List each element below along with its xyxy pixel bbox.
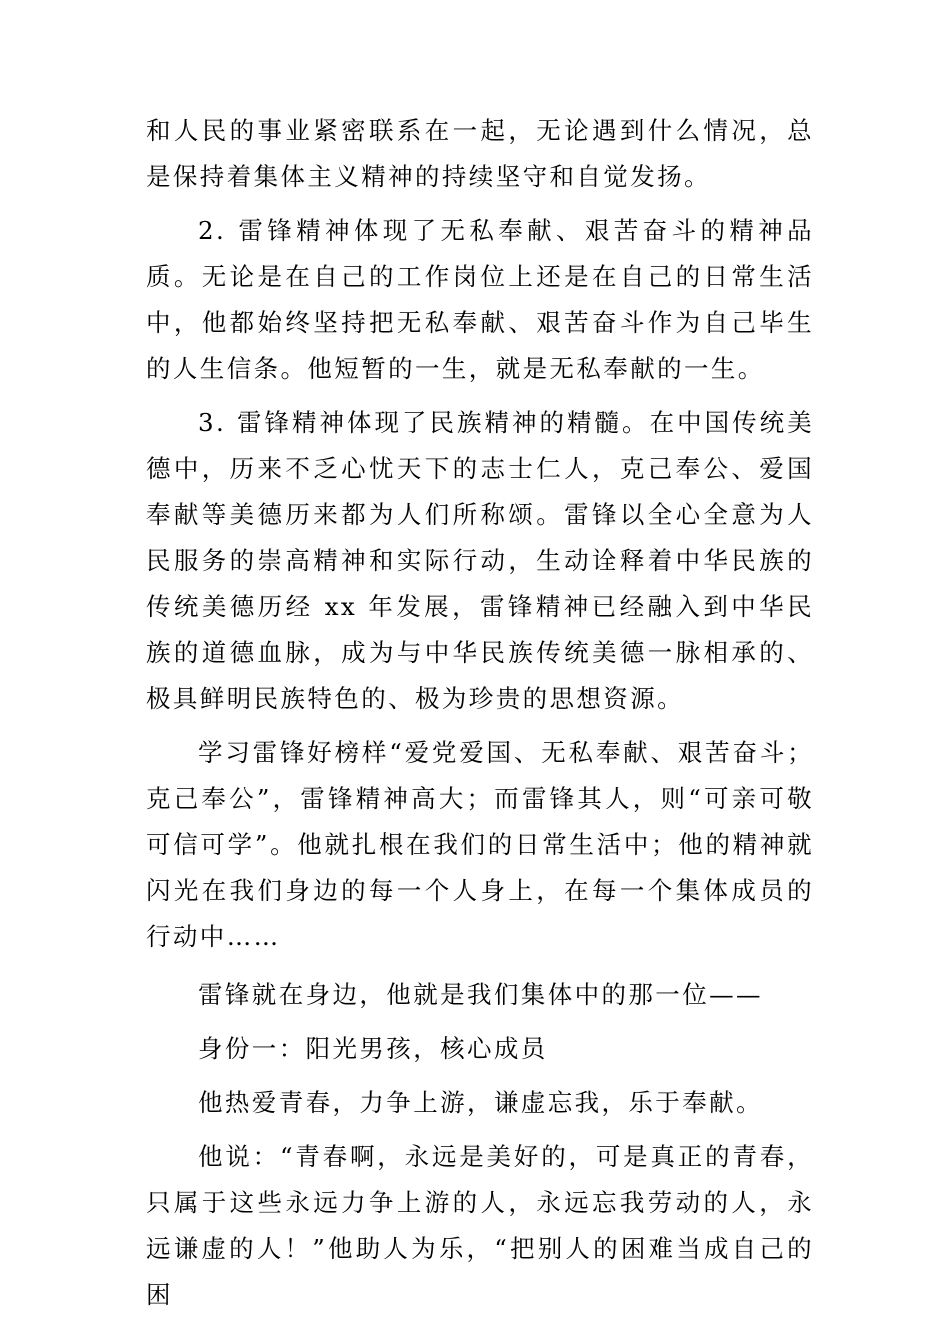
paragraph-leifeng-nearby: 雷锋就在身边，他就是我们集体中的那一位—— [198, 980, 763, 1009]
paragraph-continuation: 和人民的事业紧密联系在一起，无论遇到什么情况，总是保持着集体主义精神的持续坚守和自觉发扬。 [146, 116, 814, 191]
paragraph-he-said: 他说：“青春啊，永远是美好的，可是真正的青春，只属于这些永远力争上游的人，永远忘我劳动的人，永远谦虚的人！”他助人为乐，“把别人的困难当成自己的困 [146, 1142, 814, 1309]
paragraph-learn-from-leifeng: 学习雷锋好榜样“爱党爱国、无私奉献、艰苦奋斗；克己奉公”，雷锋精神高大；而雷锋其人，则“可亲可敬可信可学”。他就扎根在我们的日常生活中；他的精神就闪光在我们身边的每一个人身上，在每一个集体成员的行动中…… [146, 738, 814, 951]
paragraph-loves-youth: 他热爱青春，力争上游，谦虚忘我，乐于奉献。 [198, 1088, 763, 1117]
paragraph-identity-one: 身份一：阳光男孩，核心成员 [198, 1034, 548, 1063]
document-body [146, 108, 814, 1318]
paragraph-point-3: 3. 雷锋精神体现了民族精神的精髓。在中国传统美德中，历来不乏心忧天下的志士仁人，克己奉公、爱国奉献等美德历来都为人们所称颂。雷锋以全心全意为人民服务的崇高精神和实际行动，生动诠释着中华民族的传统美德历经 xx 年发展，雷锋精神已经融入到中华民族的道德血脉，成为与中华民族传统美德一脉相承的、极具鲜明民族特色的、极为珍贵的思想资源。 [146, 408, 814, 713]
paragraph-point-2: 2. 雷锋精神体现了无私奉献、艰苦奋斗的精神品质。无论是在自己的工作岗位上还是在自己的日常生活中，他都始终坚持把无私奉献、艰苦奋斗作为自己毕生的人生信条。他短暂的一生，就是无私奉献的一生。 [146, 216, 814, 383]
